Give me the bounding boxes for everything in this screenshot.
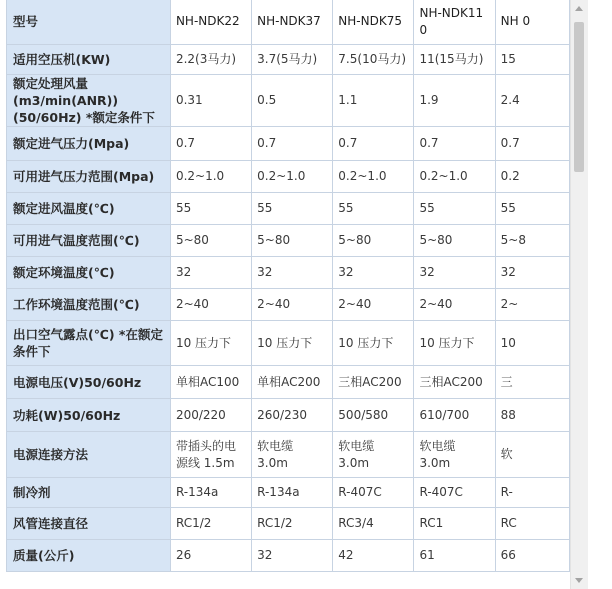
- value-cell: 10 压力下: [414, 321, 495, 366]
- row-label: 额定进气压力(Mpa): [7, 127, 171, 161]
- value-cell: 32: [414, 257, 495, 289]
- value-cell: 55: [333, 193, 414, 225]
- value-cell: 10 压力下: [252, 321, 333, 366]
- value-cell: 0.31: [170, 75, 251, 127]
- value-cell: 61: [414, 540, 495, 572]
- table-row: [7, 366, 570, 399]
- table-row: [7, 478, 570, 508]
- value-cell: 32: [170, 257, 251, 289]
- value-cell: RC3/4: [333, 508, 414, 540]
- value-cell: 5~8: [495, 225, 569, 257]
- value-cell: 0.2~1.0: [170, 161, 251, 193]
- value-cell: 三: [495, 366, 569, 399]
- value-cell: 软: [495, 432, 569, 478]
- value-cell: 单相AC100: [170, 366, 251, 399]
- scroll-up-arrow-icon[interactable]: [575, 6, 583, 11]
- value-cell: 32: [333, 257, 414, 289]
- table-row: [7, 508, 570, 540]
- value-cell: 0.2~1.0: [414, 161, 495, 193]
- value-cell: 单相AC200: [252, 366, 333, 399]
- row-label: 型号: [7, 0, 171, 45]
- value-cell: 5~80: [333, 225, 414, 257]
- value-cell: 500/580: [333, 399, 414, 432]
- table-row: [7, 321, 570, 366]
- value-cell: 610/700: [414, 399, 495, 432]
- table-row: [7, 127, 570, 161]
- value-cell: 三相AC200: [333, 366, 414, 399]
- value-cell: R-407C: [333, 478, 414, 508]
- value-cell: 200/220: [170, 399, 251, 432]
- value-cell: 0.7: [414, 127, 495, 161]
- model-header-cell: NH 0: [495, 0, 569, 45]
- value-cell: 55: [414, 193, 495, 225]
- value-cell: 2~40: [252, 289, 333, 321]
- value-cell: 5~80: [170, 225, 251, 257]
- value-cell: 0.5: [252, 75, 333, 127]
- row-label: 电源连接方法: [7, 432, 171, 478]
- value-cell: 5~80: [414, 225, 495, 257]
- value-cell: 1.9: [414, 75, 495, 127]
- table-row: [7, 399, 570, 432]
- value-cell: RC1: [414, 508, 495, 540]
- value-cell: 软电缆 3.0m: [414, 432, 495, 478]
- value-cell: 26: [170, 540, 251, 572]
- value-cell: 2.2(3马力): [170, 45, 251, 75]
- value-cell: 55: [252, 193, 333, 225]
- row-label: 可用进气压力范围(Mpa): [7, 161, 171, 193]
- value-cell: 0.2: [495, 161, 569, 193]
- table-row: [7, 289, 570, 321]
- value-cell: 260/230: [252, 399, 333, 432]
- value-cell: 0.7: [170, 127, 251, 161]
- value-cell: 10 压力下: [333, 321, 414, 366]
- header-row: [7, 0, 570, 45]
- row-label: 制冷剂: [7, 478, 171, 508]
- scrollbar-thumb[interactable]: [574, 22, 584, 172]
- value-cell: 2~40: [170, 289, 251, 321]
- row-label: 工作环境温度范围(℃): [7, 289, 171, 321]
- value-cell: R-134a: [170, 478, 251, 508]
- value-cell: 15: [495, 45, 569, 75]
- model-header-cell: NH-NDK11 0: [414, 0, 495, 45]
- value-cell: 32: [495, 257, 569, 289]
- table-row: [7, 161, 570, 193]
- row-label: 电源电压(V)50/60Hz: [7, 366, 171, 399]
- value-cell: 10 压力下: [170, 321, 251, 366]
- value-cell: R-: [495, 478, 569, 508]
- scroll-down-arrow-icon[interactable]: [575, 578, 583, 583]
- value-cell: 11(15马力): [414, 45, 495, 75]
- vertical-scrollbar[interactable]: [570, 0, 588, 589]
- table-row: [7, 257, 570, 289]
- value-cell: RC1/2: [252, 508, 333, 540]
- value-cell: RC: [495, 508, 569, 540]
- table-row: [7, 75, 570, 127]
- value-cell: 10: [495, 321, 569, 366]
- row-label: 质量(公斤): [7, 540, 171, 572]
- table-row: [7, 432, 570, 478]
- spec-table: [6, 0, 570, 572]
- table-row: [7, 540, 570, 572]
- value-cell: 带插头的电源线 1.5m: [170, 432, 251, 478]
- value-cell: 2.4: [495, 75, 569, 127]
- value-cell: 2~40: [333, 289, 414, 321]
- value-cell: 0.2~1.0: [252, 161, 333, 193]
- row-label: 可用进气温度范围(℃): [7, 225, 171, 257]
- value-cell: 88: [495, 399, 569, 432]
- value-cell: 55: [170, 193, 251, 225]
- value-cell: RC1/2: [170, 508, 251, 540]
- row-label: 出口空气露点(℃) *在额定条件下: [7, 321, 171, 366]
- table-row: [7, 225, 570, 257]
- value-cell: R-134a: [252, 478, 333, 508]
- value-cell: 32: [252, 540, 333, 572]
- value-cell: 32: [252, 257, 333, 289]
- value-cell: 0.7: [252, 127, 333, 161]
- row-label: 功耗(W)50/60Hz: [7, 399, 171, 432]
- value-cell: 1.1: [333, 75, 414, 127]
- value-cell: 三相AC200: [414, 366, 495, 399]
- value-cell: 66: [495, 540, 569, 572]
- value-cell: 0.2~1.0: [333, 161, 414, 193]
- window-edge: [588, 0, 612, 589]
- model-header-cell: NH-NDK75: [333, 0, 414, 45]
- value-cell: 2~: [495, 289, 569, 321]
- value-cell: R-407C: [414, 478, 495, 508]
- row-label: 额定处理风量 (m3/min(ANR))(50/60Hz) *额定条件下: [7, 75, 171, 127]
- row-label: 适用空压机(KW): [7, 45, 171, 75]
- value-cell: 0.7: [333, 127, 414, 161]
- value-cell: 5~80: [252, 225, 333, 257]
- value-cell: 0.7: [495, 127, 569, 161]
- value-cell: 55: [495, 193, 569, 225]
- table-row: [7, 193, 570, 225]
- row-label: 额定环境温度(℃): [7, 257, 171, 289]
- row-label: 额定进风温度(℃): [7, 193, 171, 225]
- value-cell: 软电缆 3.0m: [252, 432, 333, 478]
- value-cell: 软电缆 3.0m: [333, 432, 414, 478]
- value-cell: 2~40: [414, 289, 495, 321]
- model-header-cell: NH-NDK22: [170, 0, 251, 45]
- value-cell: 3.7(5马力): [252, 45, 333, 75]
- model-header-cell: NH-NDK37: [252, 0, 333, 45]
- spec-table-body: [7, 0, 570, 572]
- value-cell: 7.5(10马力): [333, 45, 414, 75]
- value-cell: 42: [333, 540, 414, 572]
- table-row: [7, 45, 570, 75]
- row-label: 风管连接直径: [7, 508, 171, 540]
